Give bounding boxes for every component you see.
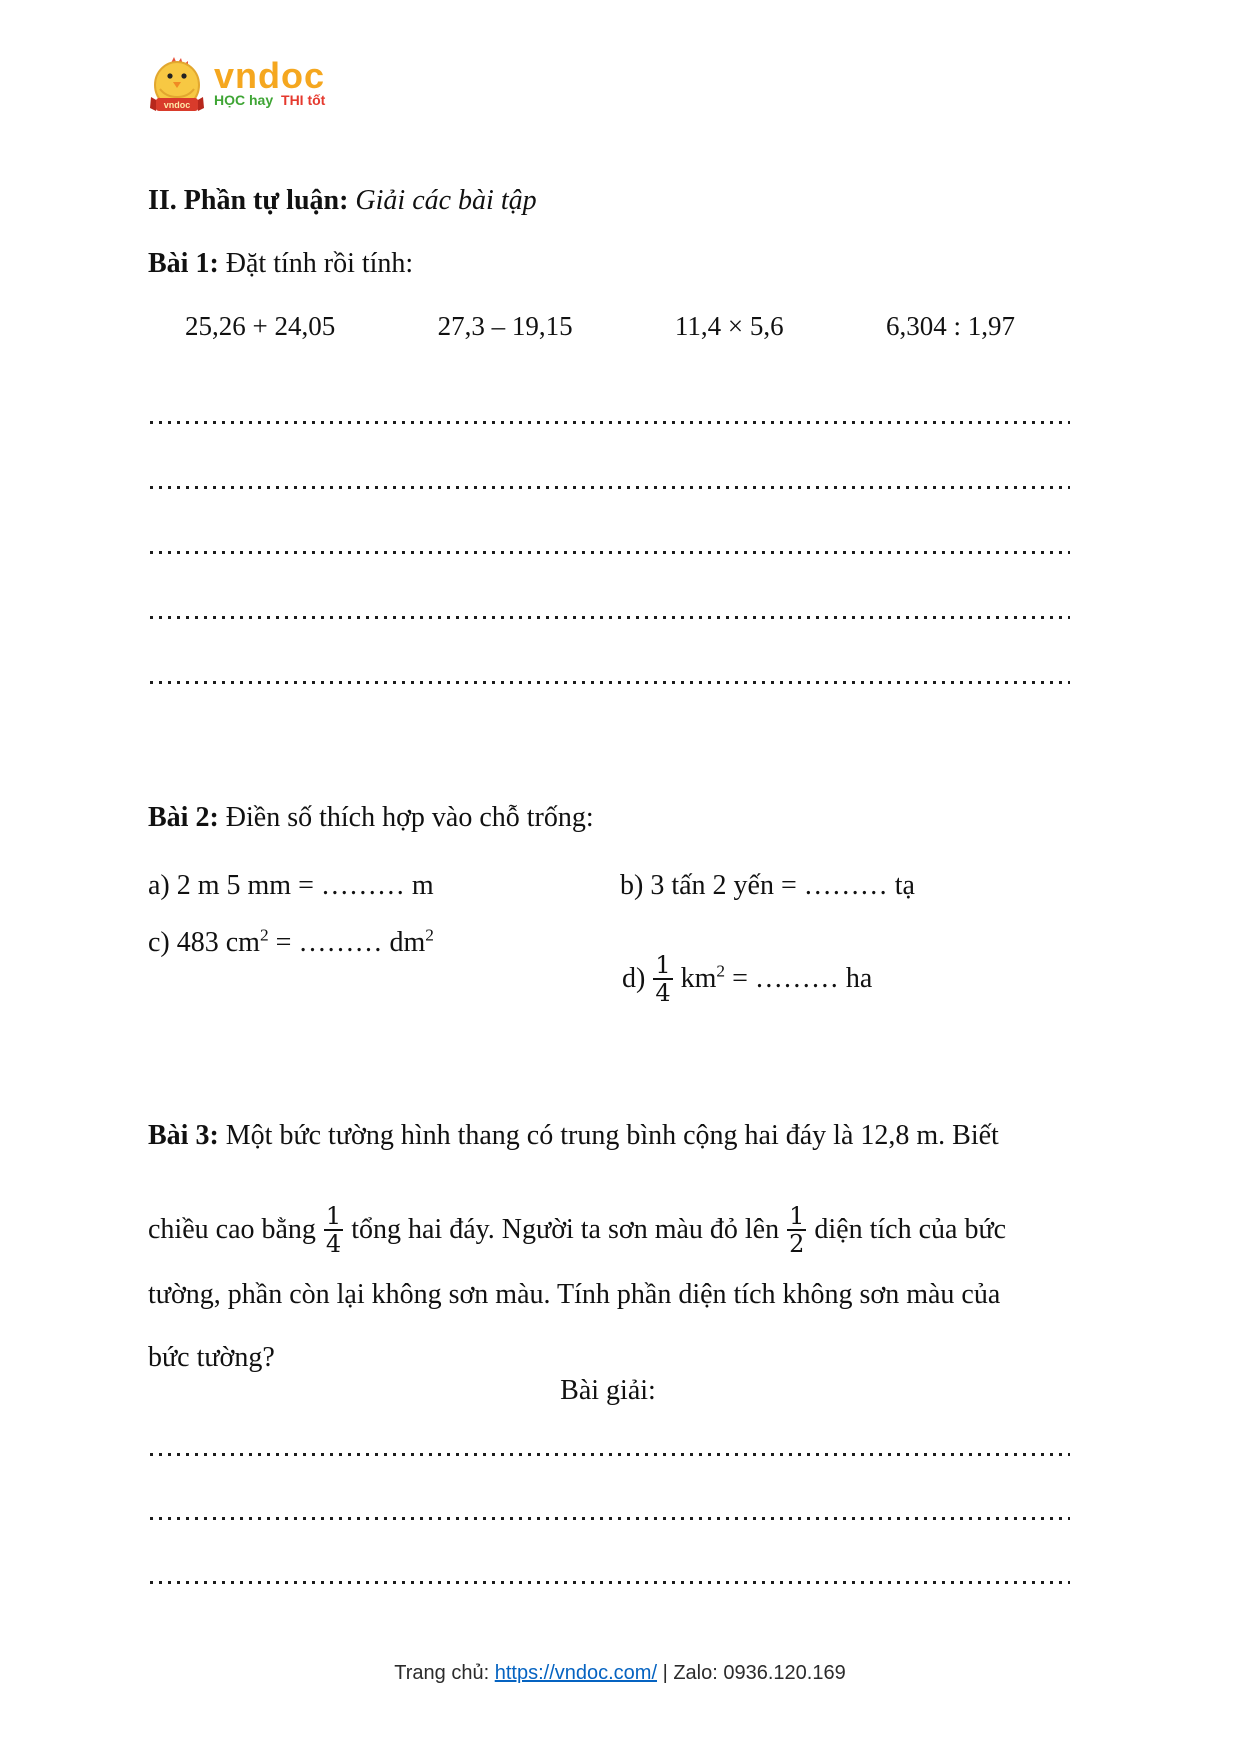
- answer-line: [150, 421, 1070, 424]
- item-d-text: km: [680, 963, 717, 995]
- item-c-text2: = ……… dm: [268, 927, 426, 958]
- logo-tagline-red: THI tốt: [281, 92, 326, 108]
- item-d-prefix: d): [622, 963, 646, 995]
- item-d-sup: 2: [716, 962, 726, 982]
- bai2-item-c: [148, 925, 434, 961]
- bai1-heading: [148, 246, 413, 282]
- item-c-text: c) 483 cm: [148, 927, 260, 958]
- answer-line: [150, 1453, 1070, 1456]
- bai3-line3: tường, phần còn lại không sơn màu. Tính phần diện tích không sơn màu của: [148, 1279, 1001, 1310]
- bai3-line1: [148, 1118, 999, 1154]
- bai3-line4: bức tường?: [148, 1342, 275, 1373]
- item-d-text2: = ……… ha: [725, 963, 873, 995]
- bai3-title: Bài 3:: [148, 1120, 219, 1151]
- bai3-line2-text3: diện tích của bức: [814, 1214, 1007, 1245]
- bai1-expressions: [185, 310, 1015, 342]
- fraction-numerator: 1: [325, 1201, 342, 1230]
- fraction-one-fourth: [653, 952, 672, 1007]
- ribbon-text: vndoc: [163, 100, 191, 110]
- bai2-title: Bài 2:: [148, 802, 219, 833]
- chick-eye-right: [181, 73, 186, 78]
- vndoc-logo: [148, 55, 325, 117]
- logo-brand-text: vndoc: [214, 55, 326, 96]
- section-heading-bold: II. Phần tự luận:: [148, 185, 349, 216]
- item-c-sup2: 2: [425, 925, 434, 945]
- section-heading-italic: Giải các bài tập: [355, 185, 537, 216]
- bai2-prompt: Điền số thích hợp vào chỗ trống:: [225, 802, 594, 833]
- answer-line: [150, 1517, 1070, 1520]
- logo-tagline: [214, 91, 325, 109]
- fraction-one-fourth: [324, 1203, 343, 1258]
- logo-text-block: [214, 55, 326, 109]
- fraction-numerator: 1: [655, 951, 671, 979]
- fraction-denominator: 4: [655, 979, 671, 1008]
- item-d-unit: [681, 961, 873, 997]
- solution-label: Bài giải:: [560, 1375, 656, 1406]
- bai1-title: Bài 1:: [148, 248, 219, 279]
- bai3-line2: [148, 1186, 1006, 1274]
- expression-multiplication: 11,4 × 5,6: [674, 311, 784, 341]
- fraction-denominator: 4: [325, 1230, 342, 1258]
- fraction-numerator: 1: [789, 1201, 805, 1230]
- fraction-one-half: [787, 1203, 806, 1258]
- answer-line: [150, 1581, 1070, 1584]
- bai3-line1-text: Một bức tường hình thang có trung bình cộng hai đáy là 12,8 m. Biết: [225, 1120, 999, 1151]
- footer-zalo: | Zalo: 0936.120.169: [657, 1662, 846, 1684]
- vndoc-chick-icon: [148, 55, 206, 117]
- answer-line: [150, 551, 1070, 554]
- footer-prefix: Trang chủ:: [394, 1662, 495, 1684]
- item-c-sup1: 2: [259, 925, 269, 945]
- expression-division: 6,304 : 1,97: [885, 311, 1015, 341]
- homepage-link[interactable]: https://vndoc.com/: [494, 1662, 658, 1684]
- bai1-prompt: Đặt tính rồi tính:: [225, 248, 414, 279]
- answer-line: [150, 486, 1070, 489]
- bai2-item-b: b) 3 tấn 2 yến = ……… tạ: [620, 870, 915, 901]
- answer-line: [150, 681, 1070, 684]
- bai2-item-d: [622, 952, 872, 1007]
- page-footer: [0, 1662, 1240, 1685]
- bai3-line2-text2: tổng hai đáy. Người ta sơn màu đỏ lên: [351, 1214, 780, 1245]
- chick-eye-left: [167, 73, 172, 78]
- bai2-heading: [148, 800, 594, 836]
- bai3-line2-text1: chiều cao bằng: [148, 1214, 316, 1245]
- expression-subtraction: 27,3 – 19,15: [437, 311, 573, 341]
- section-heading: [148, 183, 537, 219]
- answer-line: [150, 616, 1070, 619]
- bai2-item-a: a) 2 m 5 mm = ……… m: [148, 870, 434, 901]
- expression-addition: 25,26 + 24,05: [185, 311, 336, 341]
- logo-tagline-green: HỌC hay: [214, 92, 274, 108]
- fraction-denominator: 2: [789, 1230, 805, 1258]
